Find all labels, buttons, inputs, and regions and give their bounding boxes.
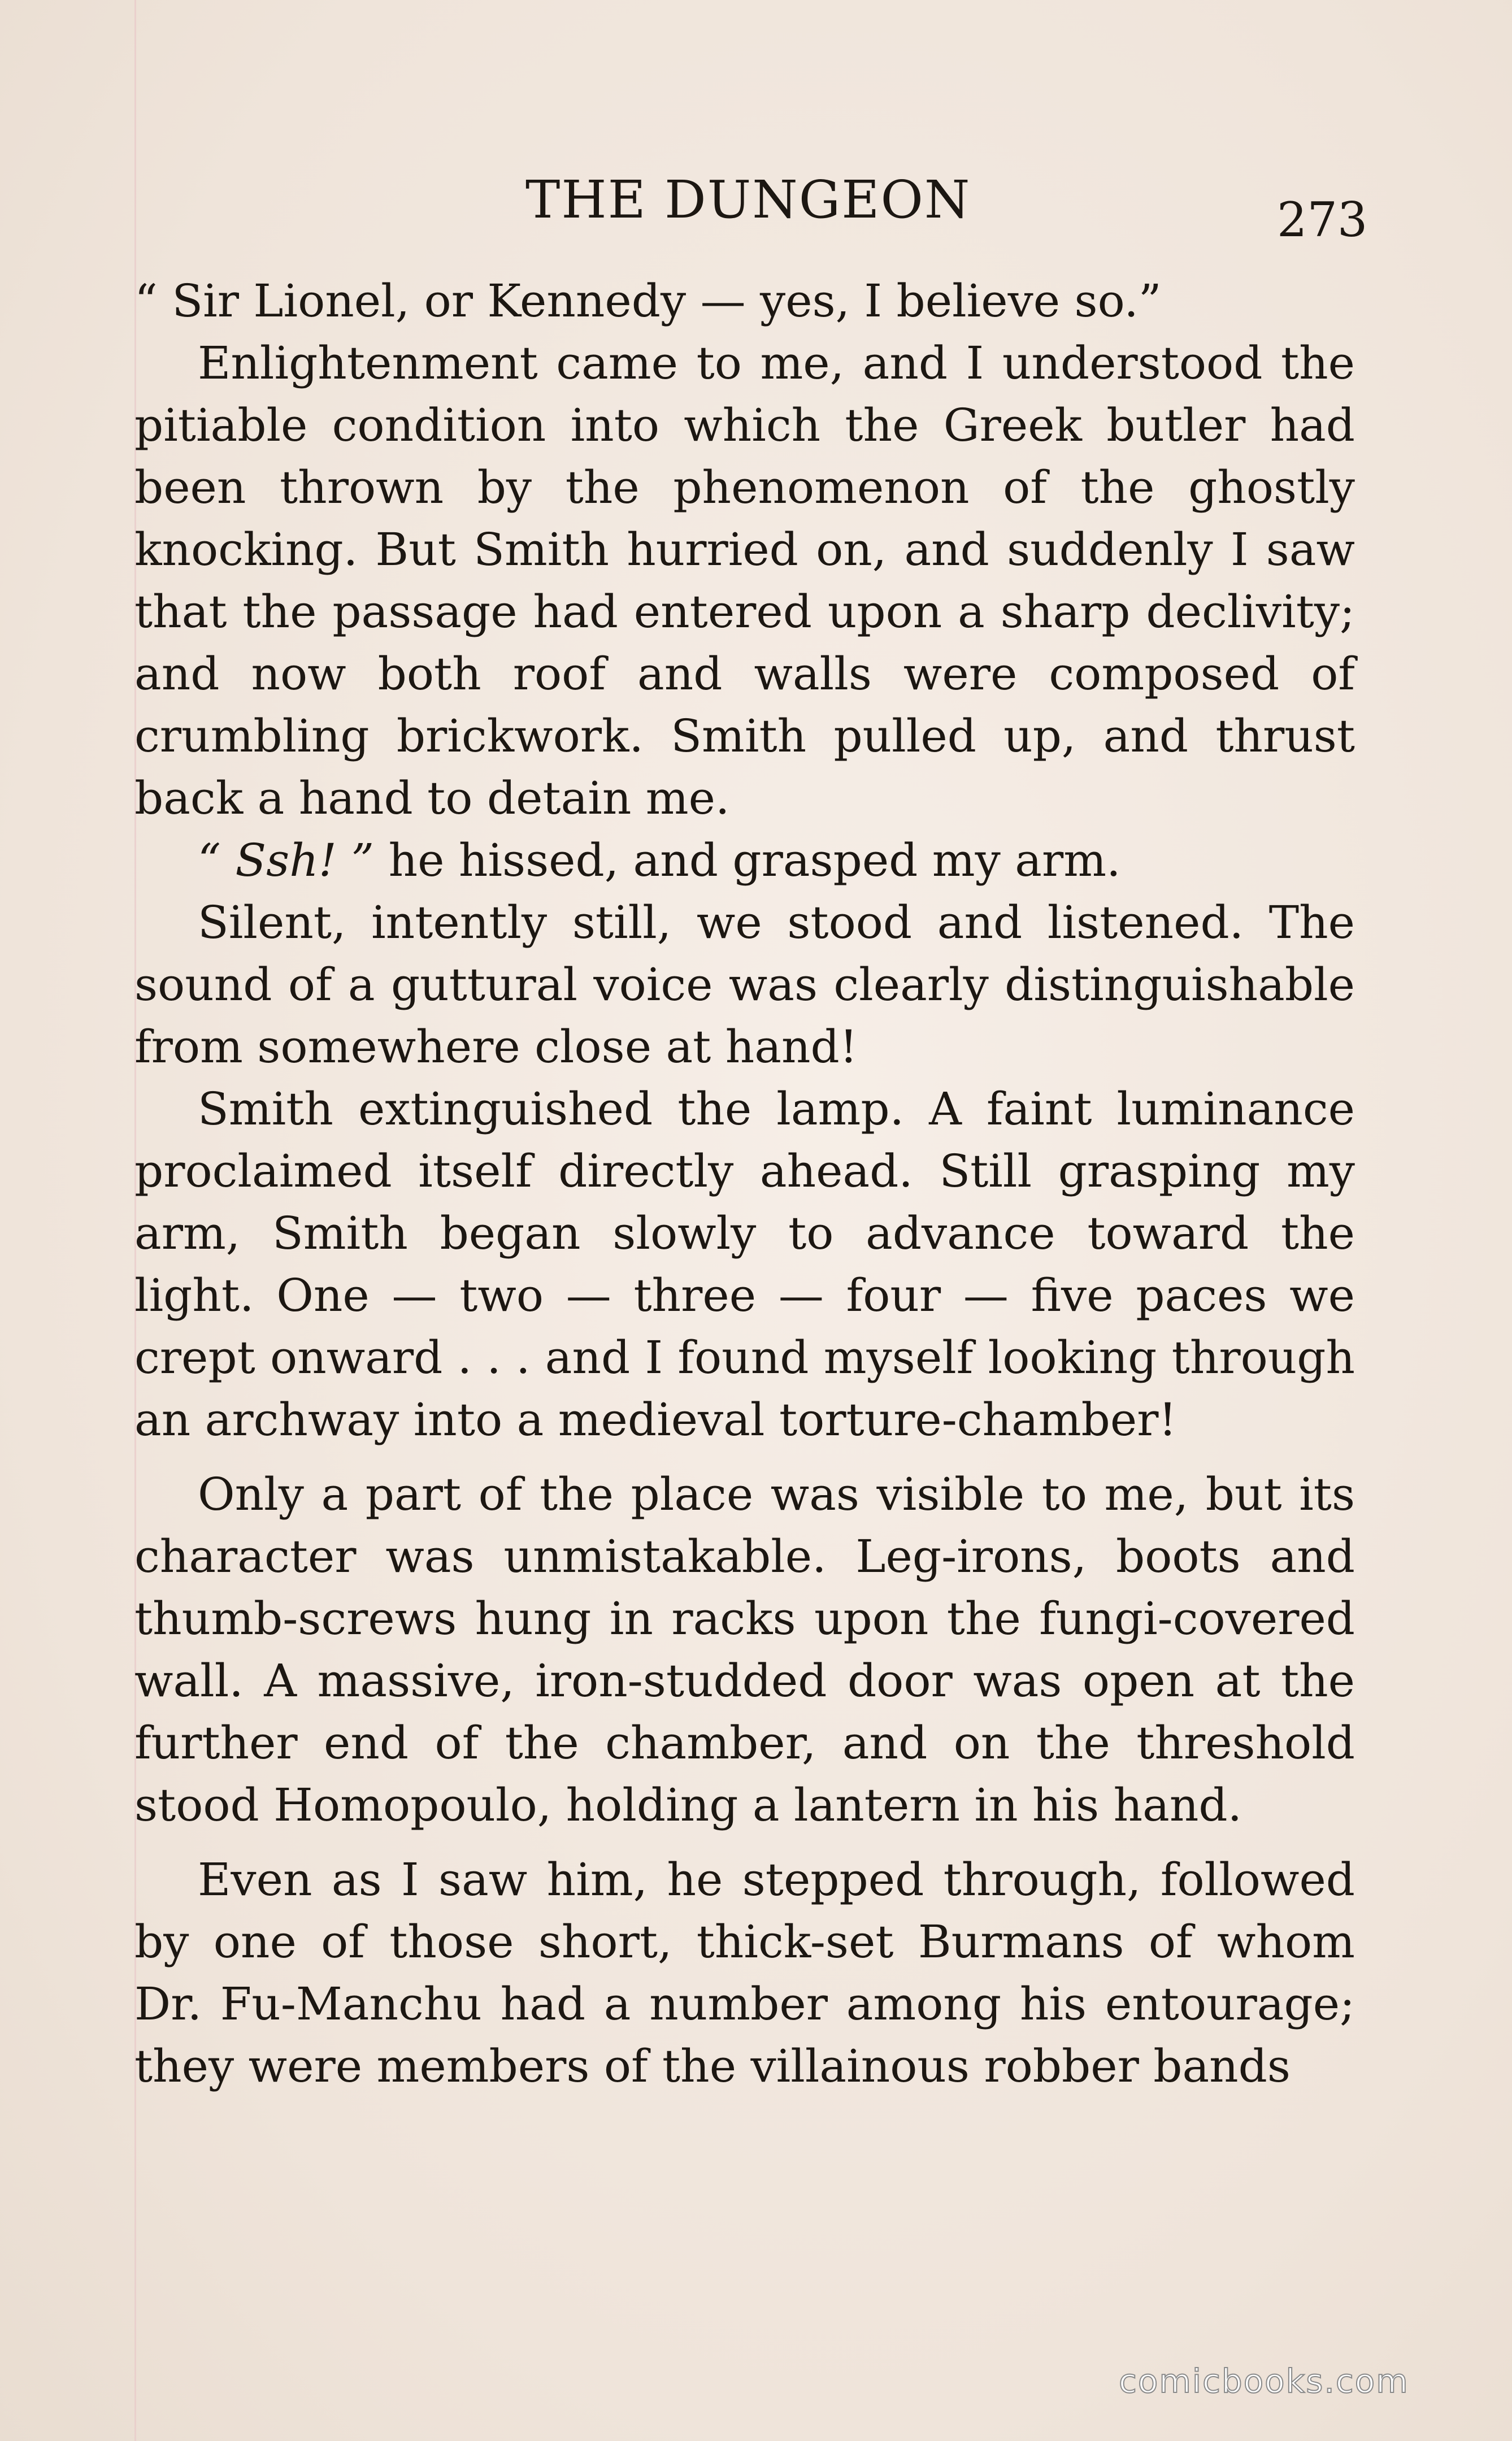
paragraph	[134, 270, 1355, 332]
paragraph	[134, 829, 1355, 892]
paragraph	[134, 1849, 1355, 2097]
paragraph	[134, 892, 1355, 1078]
paragraph-text: he hissed, and grasped my arm.	[374, 834, 1121, 887]
paragraph	[134, 1078, 1355, 1451]
paragraph-text: Enlightenment came to me, and I understood the pitiable condition into which the Greek butler had been thrown by the phenomenon of the ghostly knocking. But Smith hurried on, and suddenly I saw that the passage had entered upon a sharp declivity; and now both roof and walls were composed of crumbling brickwork. Smith pulled up, and thrust back a hand to detain me.	[134, 337, 1355, 824]
paragraph-text: Even as I saw him, he stepped through, followed by one of those short, thick-set Burmans of whom Dr. Fu-Manchu had a number among his entourage; they were members of the villainous robber bands	[134, 1853, 1355, 2092]
paragraph-text: Only a part of the place was visible to me, but its character was unmistakable. Leg-irons, boots and thumb-screws hung in racks upon the fungi-covered wall. A massive, iron-studded door was open at the further end of the chamber, and on the threshold stood Homopoulo, holding a lantern in his hand.	[134, 1468, 1355, 1831]
page-header	[0, 170, 1512, 254]
running-head: THE DUNGEON	[525, 170, 971, 230]
paragraph	[134, 332, 1355, 829]
watermark-text: comicbooks.com	[1119, 2362, 1409, 2400]
exclamation-text: “ Ssh! ”	[198, 834, 375, 887]
paragraph	[134, 1463, 1355, 1836]
paragraph-text: Silent, intently still, we stood and listened. The sound of a guttural voice was clearly distinguishable from somewhere close at hand!	[134, 896, 1355, 1073]
page-number: 273	[1277, 192, 1368, 247]
paragraph-text: Smith extinguished the lamp. A faint luminance proclaimed itself directly ahead. Still grasping my arm, Smith began slowly to advance toward the light. One — two — three — four — five paces we crept onward . . . and I found myself looking through an archway into a medieval torture-chamber!	[134, 1083, 1355, 1446]
paragraph-text: “ Sir Lionel, or Kennedy — yes, I believe so.”	[134, 275, 1162, 327]
body-text	[134, 270, 1355, 2097]
